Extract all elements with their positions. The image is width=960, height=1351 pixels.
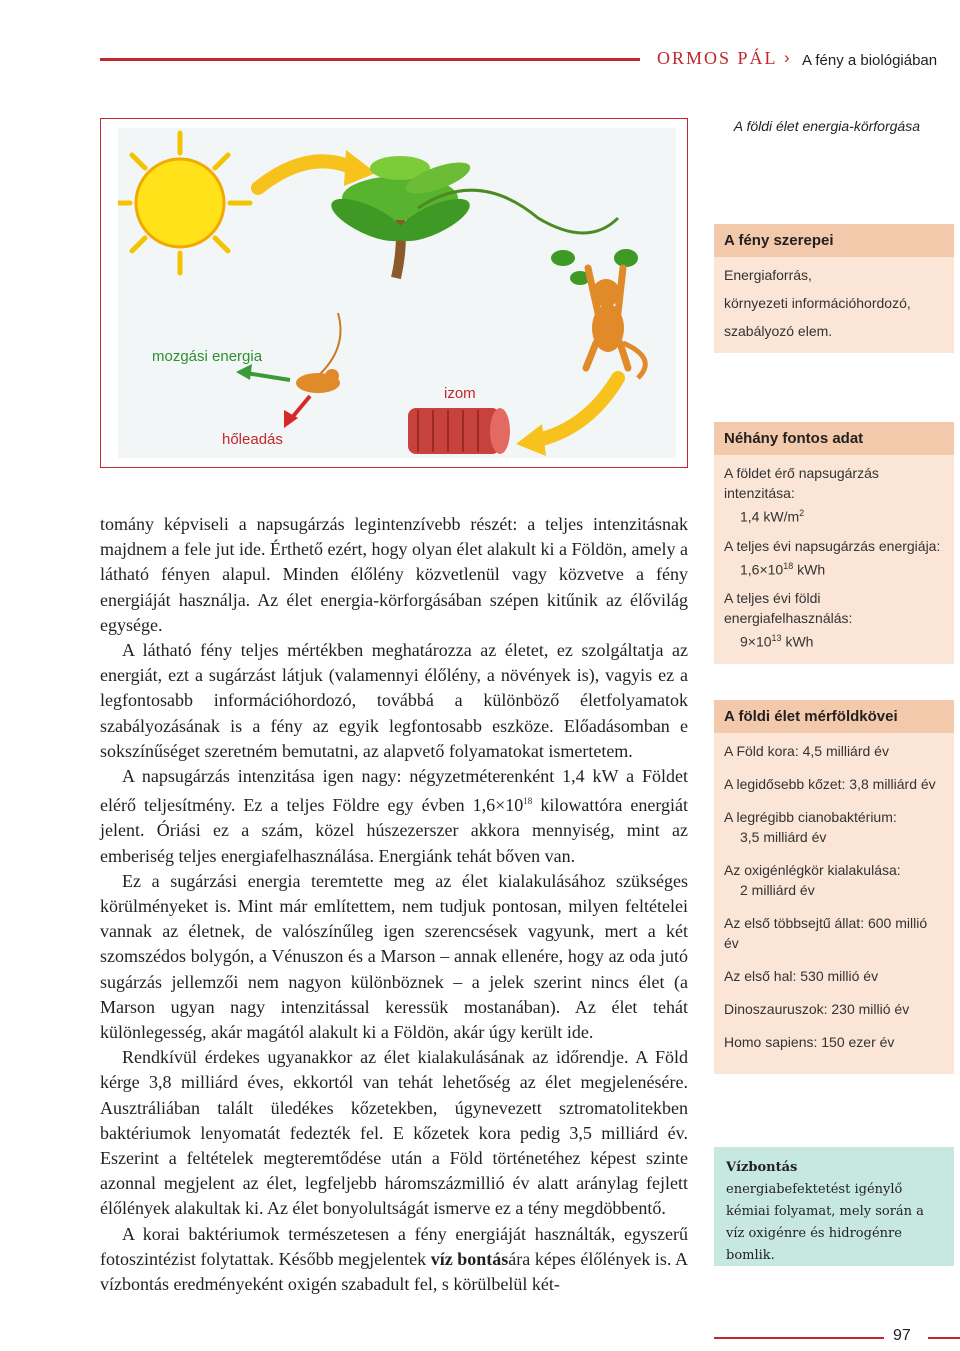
box-light-roles-title: A fény szerepei <box>714 224 954 257</box>
header-author: ORMOS PÁL <box>657 48 778 68</box>
fact-line: A teljes évi napsugárzás energiája: <box>724 537 941 554</box>
main-text <box>100 512 688 1297</box>
paragraph: A napsugárzás intenzitása igen nagy: négyzetméterenként 1,4 kW a Földet elérő teljesítmény. Ez a teljes Földre egy évben $1,6\times 10^{18}$ kilowattóra energiát jelent. Óriási ez a szám, közel húszezerszer akkora mennyiség, mint az emberiség teljes energiafelhasználása. Energiánk tehát bőven van. <box>100 766 688 866</box>
milestone-item: Dinoszauruszok: 230 millió év <box>724 1001 910 1017</box>
fact-value: $1,6\times 10^{18}$ kWh <box>740 560 826 578</box>
paragraph: A korai baktériumok természetesen a fény energiáját használták, egyszerű fotoszintézist folytattak. Később megjelentek víz bontására képes élőlények is. A vízbontás eredményeként oxigén szabadult fel, s körülbelül két- <box>100 1223 688 1295</box>
energy-cycle-illustration <box>118 128 676 458</box>
box-milestones-title: A földi élet mérföldkövei <box>714 700 954 733</box>
footer-rule <box>714 1337 884 1339</box>
milestone-item: Homo sapiens: 150 ezer év <box>724 1034 895 1050</box>
header-book-title: A fény a biológiában <box>802 52 938 69</box>
milestone-value: 2 milliárd év <box>740 882 815 898</box>
figure-caption: A földi élet energia-körforgása <box>733 118 920 134</box>
muscle-icon <box>408 408 510 454</box>
page-number: 97 <box>893 1327 911 1344</box>
definition-text: energiabefektetést igénylő kémiai folyamat, mely során a víz oxigénre és hidrogénre bomlik. <box>726 1182 924 1263</box>
milestone-value: 3,5 milliárd év <box>740 829 827 845</box>
box-light-roles-line: környezeti információhordozó, <box>724 295 911 311</box>
milestone-item: A Föld kora: 4,5 milliárd év <box>724 743 889 759</box>
definition-title: Vízbontás <box>726 1160 798 1175</box>
milestone-item: A legidősebb kőzet: 3,8 milliárd év <box>724 776 936 792</box>
paragraph: A látható fény teljes mértékben meghatározza az életet, ez szolgáltatja az energiát, ezt a sugárzást látjuk (valamennyi élőlény, a növények is), vagyis ez a legfontosabb információhordozó, továbbá a különböző életfolyamatok szabályozásának is a fény az egyik legfontosabb eszköze. Előadásomban e sokszínűséget szeretném bemutatni, az alapvető folyamatokat ismertetem. <box>100 640 688 761</box>
paragraph: tomány képviseli a napsugárzás legintenzívebb részét: a teljes intenzitásnak majdnem a fele jut ide. Érthető ezért, hogy olyan élet alakult ki a Földön, amely a látható fényen alapul. Minden élőlény közvetlenül vagy közvetve a fény energiáját használja. Az élet energia-körforgásában szépen kitűnik az élővilág egysége. <box>100 514 688 635</box>
paragraph: Rendkívül érdekes ugyanakkor az élet kialakulásának az időrendje. A Föld kérge 3,8 milliárd éves, ekkortól van tehát lehetőség az élet megjelenésére. Ausztráliában talált üledékes kőzetekben, úgynevezett sztromatolitekben baktériumok lenyomatát fedezték fel. E kőzetek kora pedig 3,5 milliárd év. Eszerint a feltételek megteremtődése után a Föld történetéhez képest szinte azonnal megjelent az élet, legfeljebb háromszázmillió év alatt aránylag fejlett élőlények alakultak ki. Az élet bonyolultságát ismerve ez a tény megdöbbentő. <box>100 1047 688 1219</box>
fact-line: A földet érő napsugárzás intenzitása: <box>724 465 879 501</box>
milestone-item: A legrégibb cianobaktérium: <box>724 809 897 825</box>
box-milestones <box>714 700 954 1074</box>
figure-label-heat: hőleadás <box>222 431 283 448</box>
fact-line: A teljes évi földi energiafelhasználás: <box>724 590 853 627</box>
box-light-roles-line: szabályozó elem. <box>724 323 833 339</box>
definition-box-water-splitting <box>714 1147 954 1266</box>
figure-label-muscle: izom <box>444 385 476 402</box>
milestone-item: Az oxigénlégkör kialakulása: <box>724 862 901 878</box>
box-facts-title: Néhány fontos adat <box>714 422 954 455</box>
header-rule <box>100 58 640 61</box>
arrow-icon <box>258 161 353 188</box>
milestone-item: Az első hal: 530 millió év <box>724 968 879 984</box>
swinging-monkey-icon <box>296 313 341 393</box>
fact-value: 1,4 $kW/m^2$ <box>740 508 805 525</box>
monkey-icon <box>586 268 645 378</box>
milestone-item: Az első többsejtű állat: 600 millió év <box>724 915 928 951</box>
fact-value: $9\times 10^{13}$ kWh <box>740 633 814 650</box>
paragraph: Ez a sugárzási energia teremtette meg az élet kialakulásához szükséges körülményeket is. Mint már említettem, nem tudjuk pontosan, milyen feltételei vannak az életnek, de valószínűleg igen szerencsések vagyunk, mert a két szomszédos bolygón, a Vénuszon és a Marson – annak ellenére, hogy az oda jutó sugárzás jellemzői nem nagyon különböznek – a jelek szerint nincs élet (a Marson ugyan nagy intenzitással keressük mostanában). Az élet tehát különlegesség, akár magától alakult ki a Földön, akár úgy került ide. <box>100 870 688 1043</box>
figure-label-motion: mozgási energia <box>152 348 263 365</box>
box-light-roles-line: Energiaforrás, <box>724 267 812 283</box>
footer-rule <box>928 1337 960 1339</box>
header-chevron: › <box>784 48 790 67</box>
box-facts <box>714 422 954 664</box>
sun-icon <box>118 133 250 273</box>
box-light-roles <box>714 224 954 353</box>
